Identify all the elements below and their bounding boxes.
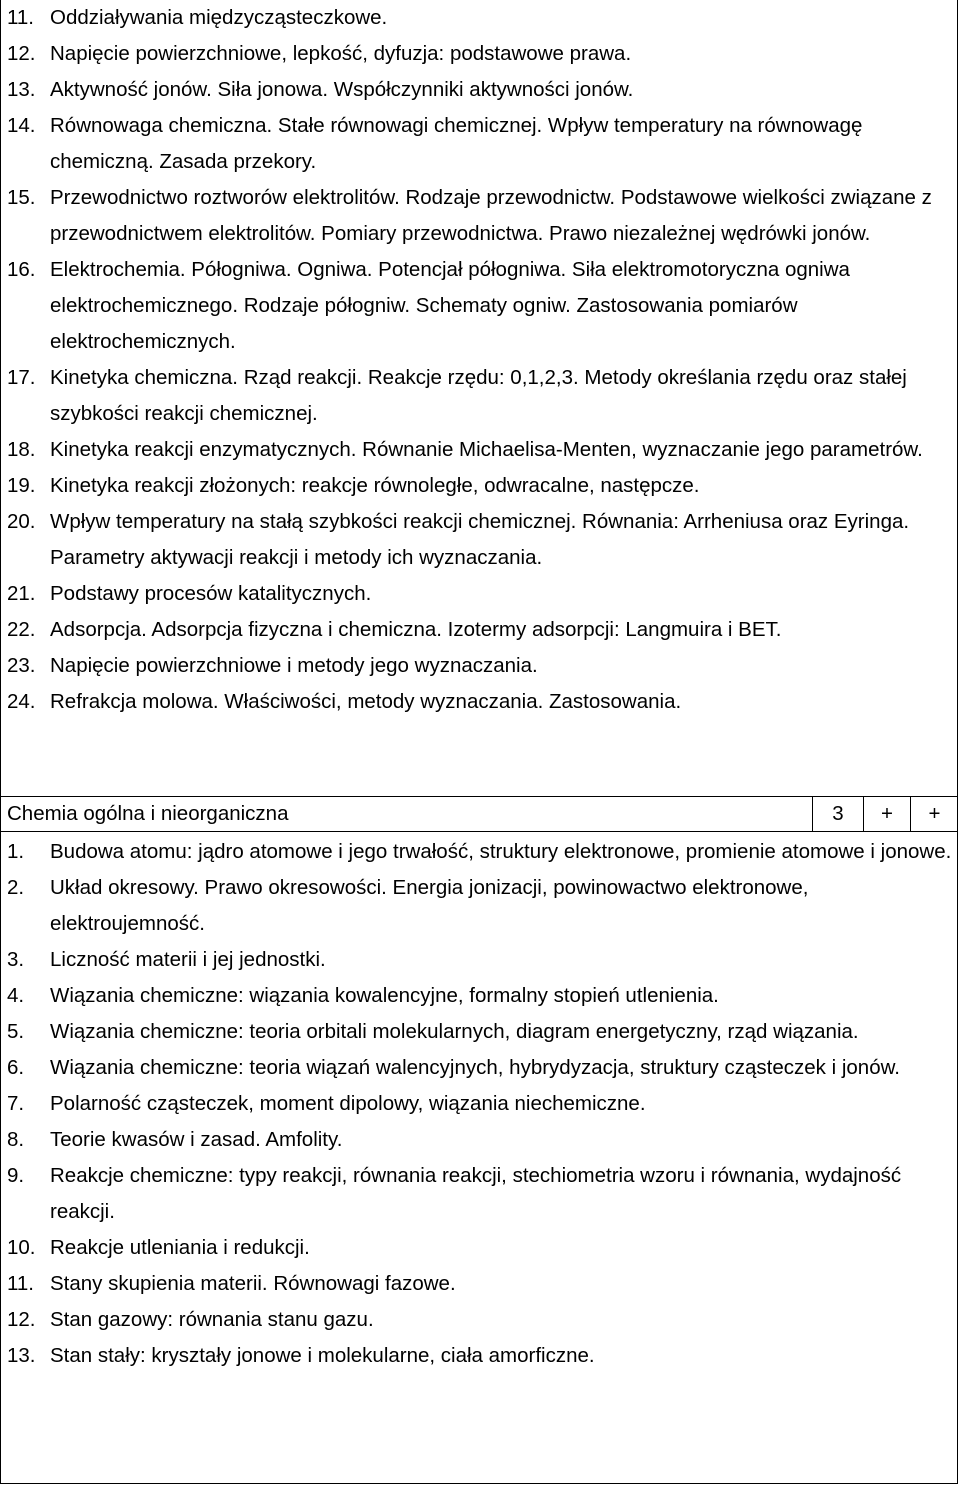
item-text: Refrakcja molowa. Właściwości, metody wyznaczania. Zastosowania. xyxy=(50,690,682,713)
item-text: Wiązania chemiczne: wiązania kowalencyjne, formalny stopień utlenienia. xyxy=(50,984,719,1007)
item-number: 14. xyxy=(7,114,36,137)
list-item xyxy=(0,1086,958,1122)
list-item xyxy=(0,684,958,720)
item-text: Elektrochemia. Półogniwa. Ogniwa. Potencjał półogniwa. Siła elektromotoryczna ogniwa elektrochemicznego. Rodzaje półogniw. Schematy ogniw. Zastosowania pomiarów elektrochemicznych. xyxy=(50,258,850,353)
list-item xyxy=(0,834,958,870)
list-item xyxy=(0,648,958,684)
item-number: 7. xyxy=(7,1092,25,1115)
list-item xyxy=(0,1338,958,1374)
list-item xyxy=(0,432,958,468)
item-text: Wiązania chemiczne: teoria wiązań walencyjnych, hybrydyzacja, struktury cząsteczek i jonów. xyxy=(50,1056,900,1079)
item-text: Budowa atomu: jądro atomowe i jego trwałość, struktury elektronowe, promienie atomowe i jonowe. xyxy=(50,840,952,863)
item-text: Aktywność jonów. Siła jonowa. Współczynniki aktywności jonów. xyxy=(50,78,634,101)
item-text: Stan stały: kryształy jonowe i molekularne, ciała amorficzne. xyxy=(50,1344,595,1367)
item-number: 3. xyxy=(7,948,25,971)
list-item xyxy=(0,180,958,252)
item-number: 6. xyxy=(7,1056,25,1079)
item-number: 12. xyxy=(7,1308,36,1331)
list-item xyxy=(0,36,958,72)
item-number: 22. xyxy=(7,618,36,641)
item-number: 4. xyxy=(7,984,25,1007)
item-text: Napięcie powierzchniowe, lepkość, dyfuzja: podstawowe prawa. xyxy=(50,42,632,65)
item-number: 9. xyxy=(7,1164,25,1187)
item-text: Oddziaływania międzycząsteczkowe. xyxy=(50,6,388,29)
item-number: 11. xyxy=(7,1272,34,1295)
list-item xyxy=(0,978,958,1014)
item-text: Stan gazowy: równania stanu gazu. xyxy=(50,1308,374,1331)
course-mark-cell-1: + xyxy=(863,797,910,831)
item-number: 13. xyxy=(7,1344,36,1367)
course-ects-cell: 3 xyxy=(812,797,863,831)
course-name: Chemia ogólna i nieorganiczna xyxy=(7,802,289,825)
list-item xyxy=(0,72,958,108)
course-header-row xyxy=(0,796,958,832)
item-number: 13. xyxy=(7,78,36,101)
item-number: 21. xyxy=(7,582,36,605)
list-item xyxy=(0,0,958,36)
item-text: Teorie kwasów i zasad. Amfolity. xyxy=(50,1128,343,1151)
item-text: Kinetyka reakcji enzymatycznych. Równanie Michaelisa-Menten, wyznaczanie jego parametrów. xyxy=(50,438,923,461)
item-number: 10. xyxy=(7,1236,36,1259)
item-number: 16. xyxy=(7,258,36,281)
list-item xyxy=(0,1014,958,1050)
list-item xyxy=(0,1122,958,1158)
list-item xyxy=(0,1266,958,1302)
item-number: 11. xyxy=(7,6,34,29)
list-item xyxy=(0,612,958,648)
item-text: Liczność materii i jej jednostki. xyxy=(50,948,326,971)
item-text: Przewodnictwo roztworów elektrolitów. Rodzaje przewodnictw. Podstawowe wielkości związane z przewodnictwem elektrolitów. Pomiary przewodnictwa. Prawo niezależnej wędrówki jonów. xyxy=(50,186,932,245)
item-number: 24. xyxy=(7,690,36,713)
item-number: 23. xyxy=(7,654,36,677)
item-number: 18. xyxy=(7,438,36,461)
item-number: 12. xyxy=(7,42,36,65)
list-item xyxy=(0,942,958,978)
item-text: Adsorpcja. Adsorpcja fizyczna i chemiczna. Izotermy adsorpcji: Langmuira i BET. xyxy=(50,618,782,641)
list-item xyxy=(0,252,958,360)
list-item xyxy=(0,1050,958,1086)
item-number: 17. xyxy=(7,366,36,389)
list-item xyxy=(0,870,958,942)
item-text: Napięcie powierzchniowe i metody jego wyznaczania. xyxy=(50,654,538,677)
course-mark-cell-2: + xyxy=(910,797,958,831)
item-number: 19. xyxy=(7,474,36,497)
list-item xyxy=(0,504,958,576)
item-text: Reakcje utleniania i redukcji. xyxy=(50,1236,310,1259)
list-item xyxy=(0,468,958,504)
list-item xyxy=(0,108,958,180)
item-text: Stany skupienia materii. Równowagi fazowe. xyxy=(50,1272,456,1295)
list-item xyxy=(0,360,958,432)
item-number: 20. xyxy=(7,510,36,533)
item-text: Kinetyka reakcji złożonych: reakcje równoległe, odwracalne, następcze. xyxy=(50,474,700,497)
topic-list-physical-chemistry xyxy=(0,0,958,720)
item-number: 5. xyxy=(7,1020,25,1043)
item-text: Wpływ temperatury na stałą szybkości reakcji chemicznej. Równania: Arrheniusa oraz Eyringa. Parametry aktywacji reakcji i metody ich wyznaczania. xyxy=(50,510,910,569)
list-item xyxy=(0,1230,958,1266)
item-text: Podstawy procesów katalitycznych. xyxy=(50,582,372,605)
topic-list-general-chemistry xyxy=(0,834,958,1374)
item-number: 2. xyxy=(7,876,25,899)
item-text: Układ okresowy. Prawo okresowości. Energia jonizacji, powinowactwo elektronowe, elektroujemność. xyxy=(50,876,809,935)
item-text: Polarność cząsteczek, moment dipolowy, wiązania niechemiczne. xyxy=(50,1092,646,1115)
item-text: Reakcje chemiczne: typy reakcji, równania reakcji, stechiometria wzoru i równania, wydajność reakcji. xyxy=(50,1164,902,1223)
list-item xyxy=(0,1158,958,1230)
item-number: 8. xyxy=(7,1128,25,1151)
item-text: Kinetyka chemiczna. Rząd reakcji. Reakcje rzędu: 0,1,2,3. Metody określania rzędu oraz stałej szybkości reakcji chemicznej. xyxy=(50,366,907,425)
list-item xyxy=(0,576,958,612)
item-text: Wiązania chemiczne: teoria orbitali molekularnych, diagram energetyczny, rząd wiązania. xyxy=(50,1020,859,1043)
item-number: 15. xyxy=(7,186,36,209)
item-text: Równowaga chemiczna. Stałe równowagi chemicznej. Wpływ temperatury na równowagę chemiczną. Zasada przekory. xyxy=(50,114,863,173)
item-number: 1. xyxy=(7,840,25,863)
list-item xyxy=(0,1302,958,1338)
